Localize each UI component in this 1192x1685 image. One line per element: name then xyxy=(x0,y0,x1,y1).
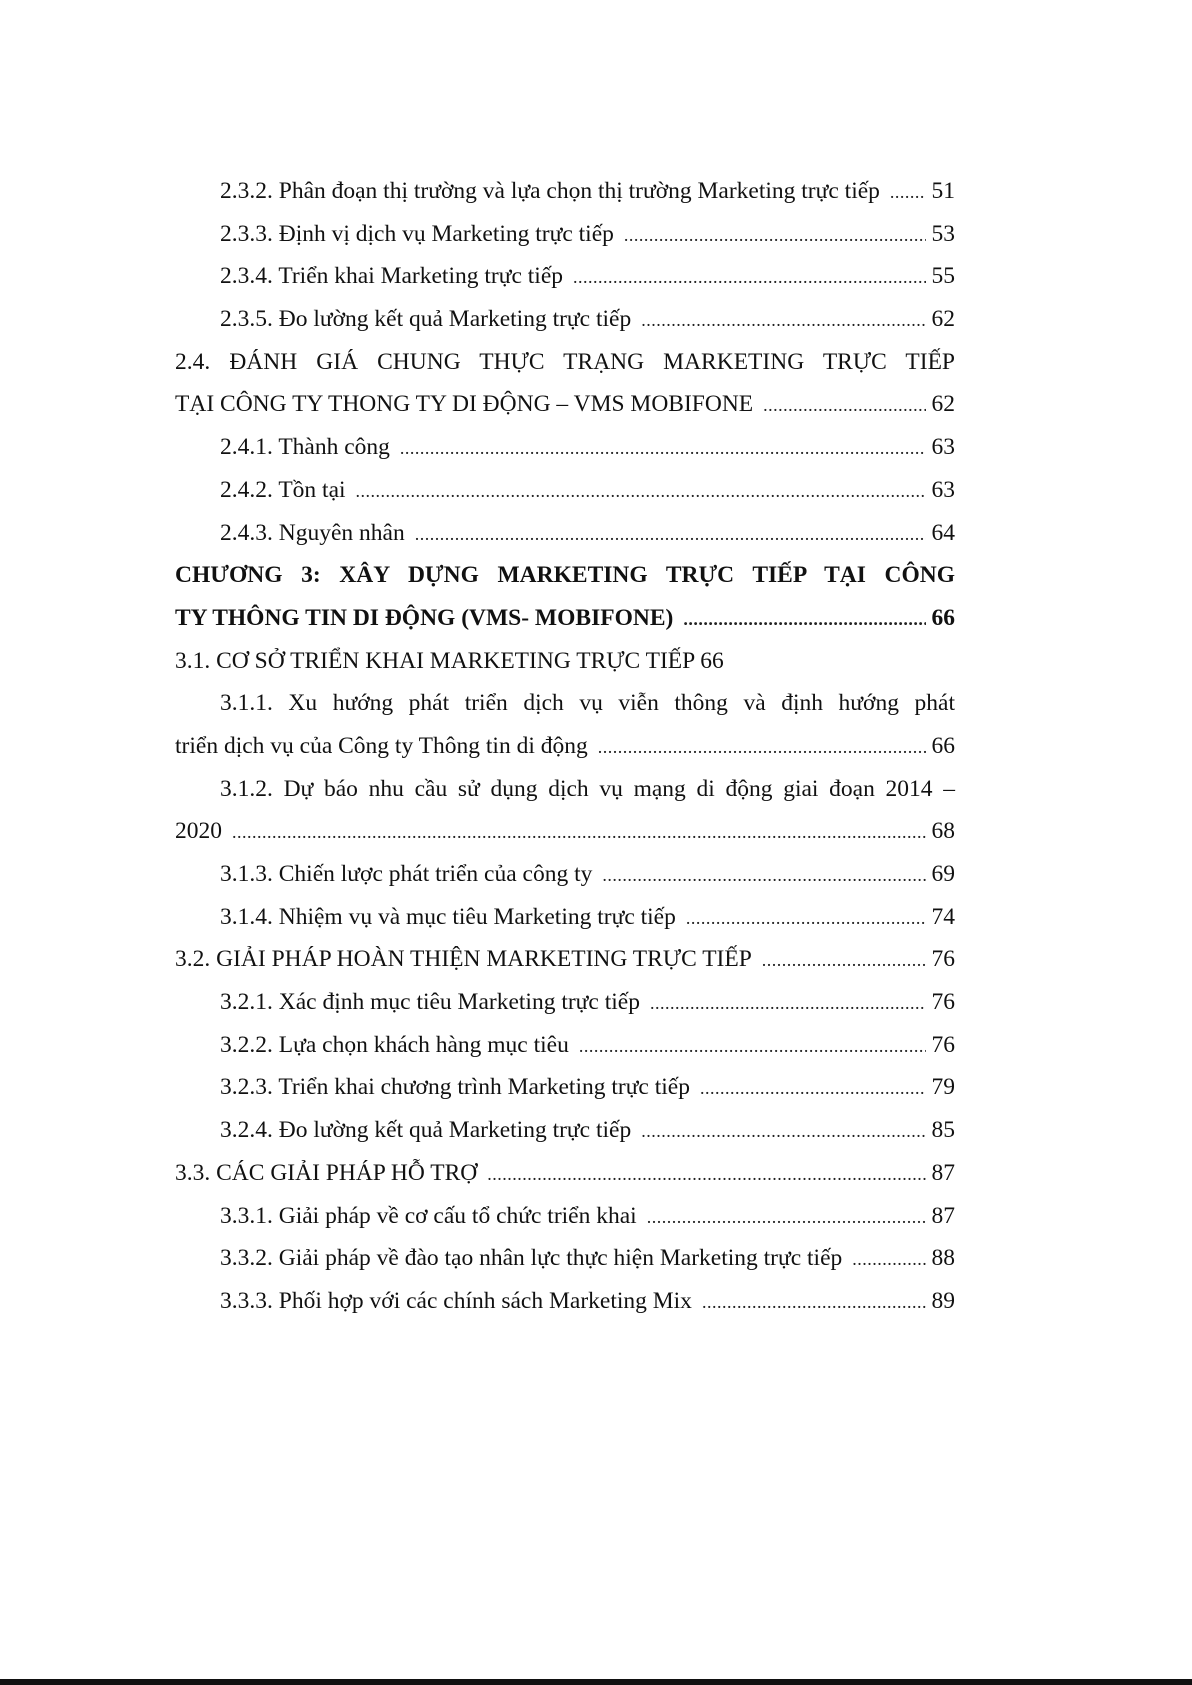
toc-entry-title: 3.3.1. Giải pháp về cơ cấu tổ chức triển khai xyxy=(220,1202,637,1229)
toc-entry-title: 2020 xyxy=(175,818,222,845)
toc-page-number: 87 xyxy=(931,1159,955,1186)
toc-page-number: 63 xyxy=(931,434,955,461)
toc-entry-title: 3.1. CƠ SỞ TRIỂN KHAI MARKETING TRỰC TIẾP 66 xyxy=(175,647,724,674)
toc-page-number: 85 xyxy=(931,1117,955,1144)
toc-entry-title: 2.4.1. Thành công xyxy=(220,434,390,461)
toc-entry-title: CHƯƠNG 3: XÂY DỰNG MARKETING TRỰC TIẾP TẠI CÔNG xyxy=(175,562,955,589)
toc-entry[interactable] xyxy=(175,554,955,597)
toc-entry[interactable] xyxy=(175,1152,955,1195)
toc-entry[interactable] xyxy=(175,981,955,1024)
toc-dot-leader xyxy=(763,384,925,427)
toc-page-number: 69 xyxy=(931,861,955,887)
toc-page-number: 55 xyxy=(931,263,955,290)
toc-dot-leader xyxy=(683,598,925,641)
toc-entry-title: 3.1.3. Chiến lược phát triển của công ty xyxy=(220,861,593,887)
toc-entry[interactable] xyxy=(175,1066,955,1109)
toc-entry-title: 3.3.2. Giải pháp về đào tạo nhân lực thực hiện Marketing trực tiếp xyxy=(220,1245,843,1272)
toc-entry-title: 3.1.2. Dự báo nhu cầu sử dụng dịch vụ mạng di động giai đoạn 2014 – xyxy=(220,775,955,802)
toc-page-number: 63 xyxy=(931,476,955,503)
toc-entry[interactable] xyxy=(175,896,955,939)
toc-page-number: 62 xyxy=(931,391,955,418)
toc-dot-leader xyxy=(602,854,925,897)
toc-page-number: 88 xyxy=(931,1245,955,1272)
toc-dot-leader xyxy=(415,513,926,556)
toc-entry[interactable] xyxy=(175,1024,955,1067)
toc-entry[interactable] xyxy=(175,725,955,768)
toc-entry[interactable] xyxy=(175,853,955,896)
toc-dot-leader xyxy=(624,214,926,257)
toc-dot-leader xyxy=(356,470,926,513)
toc-entry[interactable] xyxy=(175,597,955,640)
toc-entry-title: 2.4.2. Tồn tại xyxy=(220,476,346,503)
toc-entry-title: TY THÔNG TIN DI ĐỘNG (VMS- MOBIFONE) xyxy=(175,604,674,631)
toc-entry-title: 2.4. ĐÁNH GIÁ CHUNG THỰC TRẠNG MARKETING TRỰC TIẾP xyxy=(175,348,955,375)
toc-entry[interactable] xyxy=(175,426,955,469)
toc-entry-title: TẠI CÔNG TY THONG TY DI ĐỘNG – VMS MOBIFONE xyxy=(175,391,754,418)
toc-page-number: 53 xyxy=(931,220,955,247)
toc-dot-leader xyxy=(702,1281,926,1324)
toc-page-number: 64 xyxy=(931,519,955,546)
toc-dot-leader xyxy=(852,1238,925,1281)
toc-entry-title: 3.2.1. Xác định mục tiêu Marketing trực tiếp xyxy=(220,989,640,1016)
table-of-contents xyxy=(175,170,955,1323)
toc-dot-leader xyxy=(579,1025,926,1068)
toc-entry-title: 3.2. GIẢI PHÁP HOÀN THIỆN MARKETING TRỰC TIẾP xyxy=(175,946,752,973)
toc-entry[interactable] xyxy=(175,1237,955,1280)
toc-page-number: 66 xyxy=(931,732,955,759)
toc-dot-leader xyxy=(487,1153,925,1196)
toc-entry-title: 2.3.4. Triển khai Marketing trực tiếp xyxy=(220,263,563,290)
toc-entry[interactable] xyxy=(175,469,955,512)
toc-entry-title: 3.3. CÁC GIẢI PHÁP HỖ TRỢ xyxy=(175,1159,478,1186)
toc-dot-leader xyxy=(400,427,926,470)
toc-page-number: 79 xyxy=(931,1074,955,1101)
toc-dot-leader xyxy=(647,1196,926,1239)
toc-page-number: 66 xyxy=(931,604,955,631)
toc-entry[interactable] xyxy=(175,170,955,213)
toc-entry-title: 3.2.2. Lựa chọn khách hàng mục tiêu xyxy=(220,1031,569,1058)
toc-dot-leader xyxy=(598,726,926,769)
toc-dot-leader xyxy=(641,1110,925,1153)
toc-entry[interactable] xyxy=(175,682,955,725)
toc-dot-leader xyxy=(641,299,925,342)
toc-page-number: 76 xyxy=(931,989,955,1016)
toc-entry[interactable] xyxy=(175,640,955,683)
toc-entry-title: 2.3.2. Phân đoạn thị trường và lựa chọn thị trường Marketing trực tiếp xyxy=(220,178,880,204)
page-bottom-border xyxy=(0,1679,1192,1685)
toc-entry[interactable] xyxy=(175,383,955,426)
toc-entry-title: 3.3.3. Phối hợp với các chính sách Marketing Mix xyxy=(220,1287,692,1314)
toc-dot-leader xyxy=(232,811,926,854)
toc-page-number: 76 xyxy=(931,946,955,973)
toc-entry-title: triển dịch vụ của Công ty Thông tin di động xyxy=(175,732,588,759)
toc-entry[interactable] xyxy=(175,1280,955,1323)
toc-page-number: 68 xyxy=(931,818,955,845)
toc-dot-leader xyxy=(700,1067,926,1110)
toc-entry[interactable] xyxy=(175,938,955,981)
toc-entry[interactable] xyxy=(175,341,955,384)
toc-entry-title: 2.3.5. Đo lường kết quả Marketing trực tiếp xyxy=(220,306,632,333)
toc-entry[interactable] xyxy=(175,298,955,341)
toc-dot-leader xyxy=(762,939,926,982)
toc-dot-leader xyxy=(650,982,926,1025)
toc-page-number: 51 xyxy=(931,178,955,204)
toc-page-number: 62 xyxy=(931,306,955,333)
toc-entry[interactable] xyxy=(175,512,955,555)
toc-entry-title: 3.1.1. Xu hướng phát triển dịch vụ viễn thông và định hướng phát xyxy=(220,690,955,717)
toc-page-number: 87 xyxy=(931,1202,955,1229)
toc-page-number: 89 xyxy=(931,1287,955,1314)
toc-dot-leader xyxy=(686,897,926,940)
toc-entry[interactable] xyxy=(175,810,955,853)
toc-entry-title: 3.2.4. Đo lường kết quả Marketing trực tiếp xyxy=(220,1117,632,1144)
toc-entry[interactable] xyxy=(175,1195,955,1238)
toc-entry[interactable] xyxy=(175,213,955,256)
toc-entry[interactable] xyxy=(175,255,955,298)
toc-entry-title: 2.4.3. Nguyên nhân xyxy=(220,519,405,546)
toc-page-number: 76 xyxy=(931,1031,955,1058)
toc-dot-leader xyxy=(573,256,926,299)
toc-entry-title: 3.1.4. Nhiệm vụ và mục tiêu Marketing trực tiếp xyxy=(220,903,676,930)
toc-entry-title: 2.3.3. Định vị dịch vụ Marketing trực tiếp xyxy=(220,220,614,247)
toc-page-number: 74 xyxy=(931,903,955,930)
toc-entry[interactable] xyxy=(175,768,955,811)
toc-entry[interactable] xyxy=(175,1109,955,1152)
toc-dot-leader xyxy=(890,171,926,214)
toc-entry-title: 3.2.3. Triển khai chương trình Marketing trực tiếp xyxy=(220,1074,690,1101)
